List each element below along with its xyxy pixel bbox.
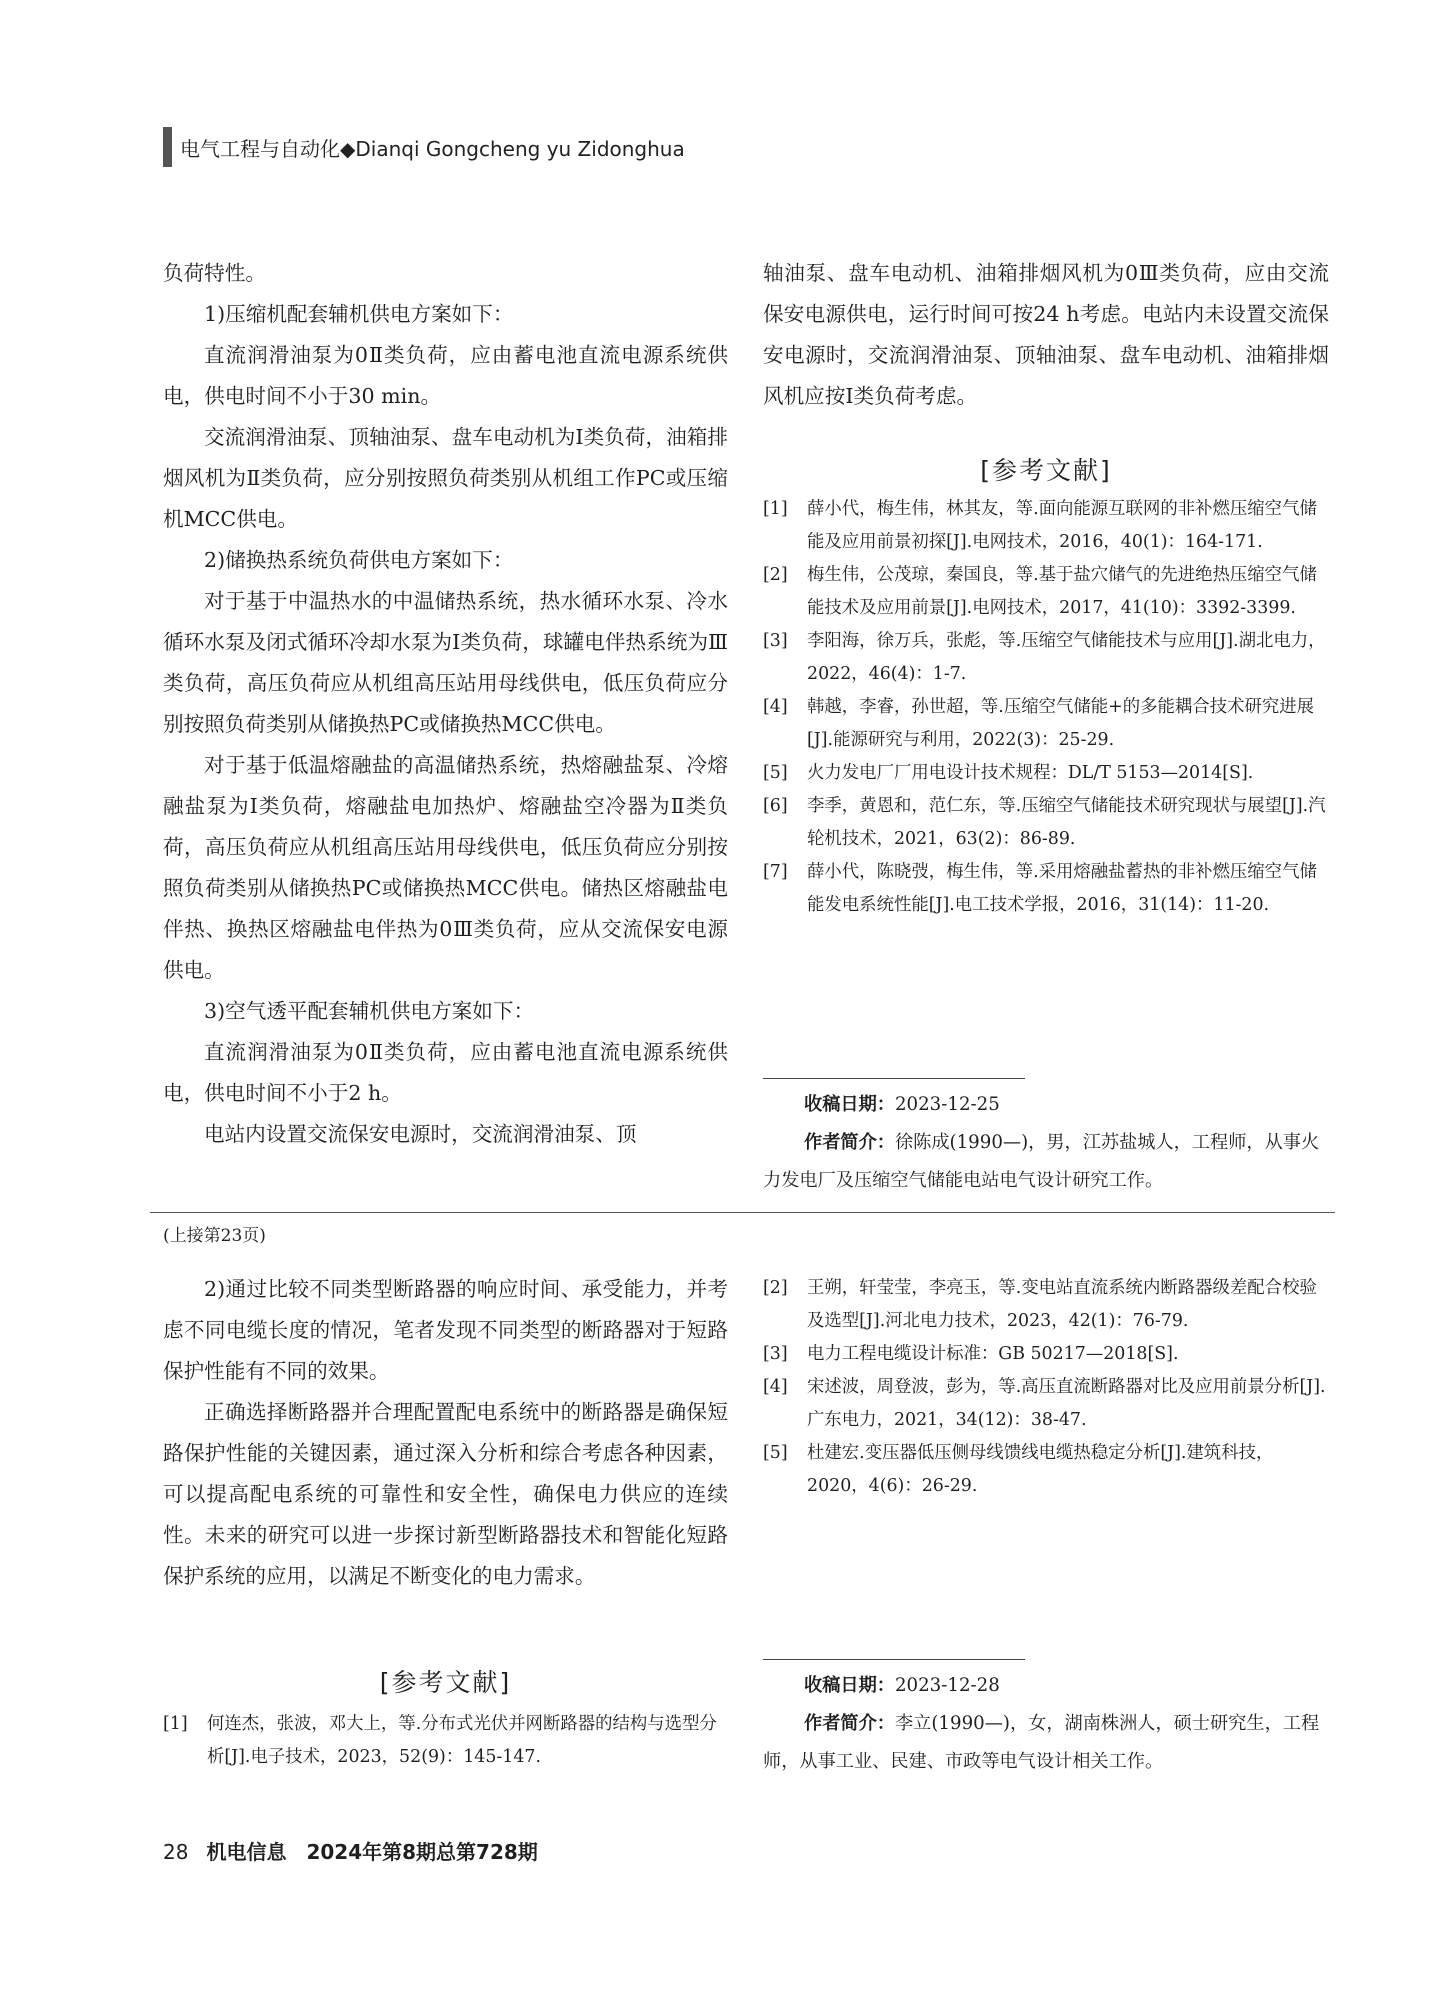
body-paragraph: 对于基于中温热水的中温储热系统，热水循环水泵、冷水循环水泵及闭式循环冷却水泵为Ⅰ类负荷，球罐电伴热系统为Ⅲ类负荷，高压负荷应从机组高压站用母线供电，低压负荷应分别按照负荷类别从储换热PC或储换热MCC供电。 <box>163 589 728 736</box>
reference-text: 杜建宏.变压器低压侧母线馈线电缆热稳定分析[J].建筑科技，2020，4(6)：26-29. <box>807 1443 1274 1496</box>
reference-number: [5] <box>763 1443 788 1463</box>
top-right-paragraph: 轴油泵、盘车电动机、油箱排烟风机为0Ⅲ类负荷，应由交流保安电源供电，运行时间可按24 h考虑。电站内未设置交流保安电源时，交流润滑油泵、顶轴油泵、盘车电动机、油箱排烟风机应按Ⅰ类负荷考虑。 <box>763 261 1329 408</box>
reference-entry <box>763 1371 1329 1437</box>
top-left-column <box>163 253 728 1155</box>
reference-entry <box>763 493 1329 559</box>
reference-entry <box>763 757 1329 790</box>
reference-entry <box>163 1708 728 1774</box>
body-paragraph: 1)压缩机配套辅机供电方案如下： <box>204 302 514 326</box>
reference-entry <box>763 559 1329 625</box>
reference-entry <box>763 856 1329 922</box>
body-paragraph: 3)空气透平配套辅机供电方案如下： <box>204 999 535 1023</box>
top-author-line <box>763 1124 1329 1200</box>
received-label: 收稿日期： <box>804 1094 895 1115</box>
author-label: 作者简介： <box>804 1713 895 1734</box>
author-bio: 徐陈成(1990—)，男，江苏盐城人，工程师，从事火力发电厂及压缩空气储能电站电气设计研究工作。 <box>763 1132 1320 1191</box>
author-label: 作者简介： <box>804 1132 895 1153</box>
body-paragraph: 直流润滑油泵为0Ⅱ类负荷，应由蓄电池直流电源系统供电，供电时间不小于30 min。 <box>163 343 728 408</box>
bottom-references-title: [参考文献] <box>379 1668 512 1697</box>
reference-text: 梅生伟，公茂琼，秦国良，等.基于盐穴储气的先进绝热压缩空气储能技术及应用前景[J].电网技术，2017，41(10)：3392-3399. <box>807 565 1317 618</box>
top-references-title: [参考文献] <box>980 456 1112 485</box>
reference-entry <box>763 625 1329 691</box>
reference-number: [5] <box>763 763 788 783</box>
page-footer <box>163 1836 538 1865</box>
reference-text: 何连杰，张波，邓大上，等.分布式光伏并网断路器的结构与选型分析[J].电子技术，2023，52(9)：145-147. <box>207 1714 717 1767</box>
top-meta-divider <box>763 1078 1025 1079</box>
reference-entry <box>763 1338 1329 1371</box>
received-date: 2023-12-25 <box>894 1094 1000 1115</box>
bottom-meta-divider <box>763 1659 1025 1660</box>
reference-text: 薛小代，陈晓弢，梅生伟，等.采用熔融盐蓄热的非补燃压缩空气储能发电系统性能[J].电工技术学报，2016，31(14)：11-20. <box>807 862 1317 915</box>
bottom-left-column <box>163 1269 728 1597</box>
reference-number: [3] <box>763 631 788 651</box>
body-paragraph: 交流润滑油泵、顶轴油泵、盘车电动机为Ⅰ类负荷，油箱排烟风机为Ⅱ类负荷，应分别按照负荷类别从机组工作PC或压缩机MCC供电。 <box>163 425 728 531</box>
reference-number: [7] <box>763 862 788 882</box>
reference-entry <box>763 691 1329 757</box>
body-paragraph: 对于基于低温熔融盐的高温储热系统，热熔融盐泵、冷熔融盐泵为Ⅰ类负荷，熔融盐电加热炉、熔融盐空冷器为Ⅱ类负荷，高压负荷应从机组高压站用母线供电，低压负荷应分别按照负荷类别从储换热PC或储换热MCC供电。储热区熔融盐电伴热、换热区熔融盐电伴热为0Ⅲ类负荷，应从交流保安电源供电。 <box>163 753 728 982</box>
body-paragraph: 负荷特性。 <box>163 261 266 285</box>
body-paragraph: 2)通过比较不同类型断路器的响应时间、承受能力，并考虑不同电缆长度的情况，笔者发现不同类型的断路器对于短路保护性能有不同的效果。 <box>163 1277 728 1383</box>
reference-number: [6] <box>763 796 788 816</box>
reference-number: [1] <box>763 499 788 519</box>
reference-text: 李阳海，徐万兵，张彪，等.压缩空气储能技术与应用[J].湖北电力，2022，46(4)：1-7. <box>807 631 1326 684</box>
reference-number: [1] <box>163 1714 188 1734</box>
reference-text: 火力发电厂厂用电设计技术规程：DL/T 5153—2014[S]. <box>807 763 1254 783</box>
received-label: 收稿日期： <box>804 1675 895 1696</box>
body-paragraph: 直流润滑油泵为0Ⅱ类负荷，应由蓄电池直流电源系统供电，供电时间不小于2 h。 <box>163 1040 728 1105</box>
bottom-author-line <box>763 1705 1329 1781</box>
top-right-column <box>763 253 1329 922</box>
top-received-line <box>763 1086 1329 1124</box>
article-separator <box>150 1212 1335 1213</box>
reference-number: [4] <box>763 1377 788 1397</box>
reference-text: 薛小代，梅生伟，林其友，等.面向能源互联网的非补燃压缩空气储能及应用前景初探[J].电网技术，2016，40(1)：164-171. <box>807 499 1317 552</box>
reference-number: [3] <box>763 1344 788 1364</box>
reference-text: 李季，黄恩和，范仁东，等.压缩空气储能技术研究现状与展望[J].汽轮机技术，2021，63(2)：86-89. <box>807 796 1326 849</box>
reference-number: [2] <box>763 1278 788 1298</box>
bottom-received-line <box>763 1667 1329 1705</box>
continued-from-note: (上接第23页) <box>163 1226 266 1246</box>
running-header-title: 电气工程与自动化◆Dianqi Gongcheng yu Zidonghua <box>180 136 685 161</box>
bottom-article-meta <box>763 1667 1329 1781</box>
top-reference-list <box>763 493 1329 922</box>
received-date: 2023-12-28 <box>894 1675 1000 1696</box>
journal-issue: 机电信息 2024年第8期总第728期 <box>206 1840 538 1864</box>
body-paragraph: 2)储换热系统负荷供电方案如下： <box>204 548 514 572</box>
bottom-right-reference-list <box>763 1272 1329 1503</box>
reference-number: [2] <box>763 565 788 585</box>
reference-entry <box>763 790 1329 856</box>
reference-text: 王朔，轩莹莹，李亮玉，等.变电站直流系统内断路器级差配合校验及选型[J].河北电力技术，2023，42(1)：76-79. <box>807 1278 1317 1331</box>
running-header <box>163 127 685 167</box>
top-article-meta <box>763 1086 1329 1200</box>
reference-text: 电力工程电缆设计标准：GB 50217—2018[S]. <box>807 1344 1179 1364</box>
body-paragraph: 正确选择断路器并合理配置配电系统中的断路器是确保短路保护性能的关键因素，通过深入分析和综合考虑各种因素，可以提高配电系统的可靠性和安全性，确保电力供应的连续性。未来的研究可以进一步探讨新型断路器技术和智能化短路保护系统的应用，以满足不断变化的电力需求。 <box>163 1400 728 1588</box>
reference-entry <box>763 1437 1329 1503</box>
page-number: 28 <box>163 1840 189 1864</box>
body-paragraph: 电站内设置交流保安电源时，交流润滑油泵、顶 <box>204 1122 637 1146</box>
reference-text: 宋述波，周登波，彭为，等.高压直流断路器对比及应用前景分析[J].广东电力，2021，34(12)：38-47. <box>807 1377 1326 1430</box>
reference-entry <box>763 1272 1329 1338</box>
bottom-left-reference-list <box>163 1708 728 1774</box>
reference-text: 韩越，李睿，孙世超，等.压缩空气储能+的多能耦合技术研究进展[J].能源研究与利用，2022(3)：25-29. <box>807 697 1315 750</box>
header-bar <box>163 127 172 167</box>
reference-number: [4] <box>763 697 788 717</box>
author-bio: 李立(1990—)，女，湖南株洲人，硕士研究生，工程师，从事工业、民建、市政等电气设计相关工作。 <box>763 1713 1320 1772</box>
